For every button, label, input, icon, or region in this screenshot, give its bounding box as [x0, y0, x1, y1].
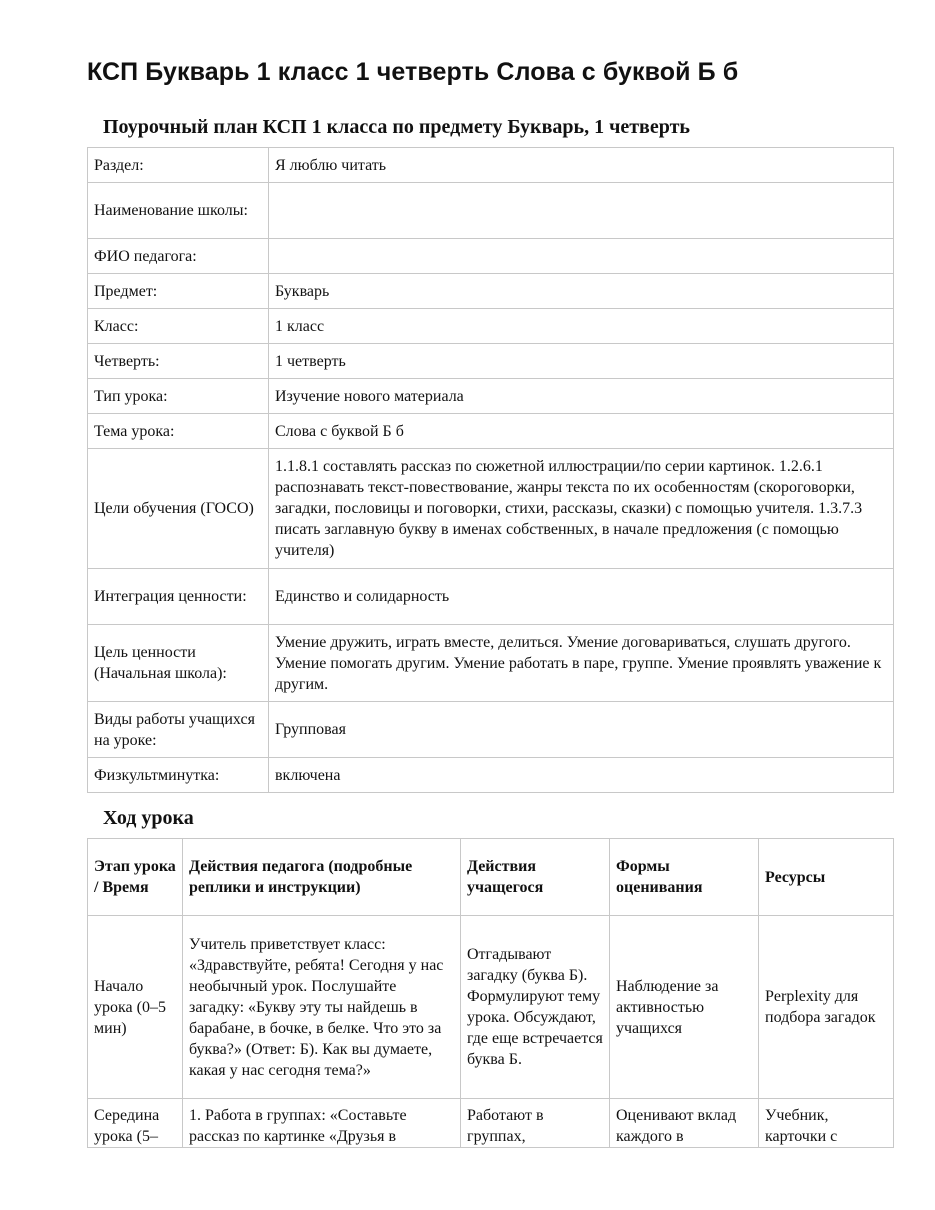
- info-row-lesson-type: [88, 379, 894, 414]
- cell-text: Оценивают вклад каждого в: [616, 1107, 737, 1145]
- info-value: [269, 183, 894, 239]
- table-row: [88, 1099, 894, 1148]
- info-row-work-types: [88, 702, 894, 758]
- lesson-info-table: [87, 147, 894, 793]
- info-label: Класс:: [88, 309, 269, 344]
- info-value: 1 четверть: [269, 344, 894, 379]
- info-label: Тема урока:: [88, 414, 269, 449]
- table-cell: [461, 1099, 610, 1148]
- table-row: [88, 916, 894, 1099]
- info-label: Виды работы учащихся на уроке:: [88, 702, 269, 758]
- info-row-exercise-break: [88, 758, 894, 793]
- info-row-learning-goals: [88, 449, 894, 569]
- info-label: Наименование школы:: [88, 183, 269, 239]
- info-label: ФИО педагога:: [88, 239, 269, 274]
- info-value: Слова с буквой Б б: [269, 414, 894, 449]
- info-row-value-integration: [88, 569, 894, 625]
- info-row-value-goal: [88, 625, 894, 702]
- table-cell: Perplexity для подбора загадок: [759, 916, 894, 1099]
- column-header-assessment: Формы оценивания: [610, 839, 759, 916]
- info-value: 1.1.8.1 составлять рассказ по сюжетной иллюстрации/по серии картинок. 1.2.6.1 распознавать текст-повествование, жанры текста по их особенностям (скороговорки, загадки, пословицы и поговорки, стихи, рассказы, сказки) с помощью учителя. 1.3.7.3 писать заглавную букву в именах собственных, в начале предложения (с помощью учителя): [269, 449, 894, 569]
- table-cell: Отгадывают загадку (буква Б). Формулируют тему урока. Обсуждают, где еще встречается буква Б.: [461, 916, 610, 1099]
- plan-heading: Поурочный план КСП 1 класса по предмету Букварь, 1 четверть: [103, 116, 690, 138]
- info-value: Единство и солидарность: [269, 569, 894, 625]
- column-header-stage: Этап урока / Время: [88, 839, 183, 916]
- info-value: [269, 239, 894, 274]
- table-cell: [759, 1099, 894, 1148]
- info-label: Физкультминутка:: [88, 758, 269, 793]
- column-header-teacher-actions: Действия педагога (подробные реплики и инструкции): [183, 839, 461, 916]
- course-heading: Ход урока: [103, 807, 194, 829]
- cell-text: 1. Работа в группах: «Составьте рассказ по картинке «Друзья в: [189, 1107, 407, 1145]
- info-row-grade: [88, 309, 894, 344]
- info-row-topic: [88, 414, 894, 449]
- document-title: КСП Букварь 1 класс 1 четверть Слова с буквой Б б: [87, 58, 739, 86]
- info-value: Букварь: [269, 274, 894, 309]
- info-label: Четверть:: [88, 344, 269, 379]
- table-cell: Наблюдение за активностью учащихся: [610, 916, 759, 1099]
- info-row-section: [88, 148, 894, 183]
- info-value: Изучение нового материала: [269, 379, 894, 414]
- info-label: Интеграция ценности:: [88, 569, 269, 625]
- info-label: Раздел:: [88, 148, 269, 183]
- info-row-subject: [88, 274, 894, 309]
- info-value: Групповая: [269, 702, 894, 758]
- cell-text: Учебник, карточки с: [765, 1107, 838, 1145]
- info-label: Цели обучения (ГОСО): [88, 449, 269, 569]
- info-label: Предмет:: [88, 274, 269, 309]
- lesson-course-table: [87, 838, 894, 1148]
- info-row-quarter: [88, 344, 894, 379]
- info-label: Цель ценности (Начальная школа):: [88, 625, 269, 702]
- info-value: Умение дружить, играть вместе, делиться. Умение договариваться, слушать другого. Умение помогать другим. Умение работать в паре, группе. Умение проявлять уважение к другим.: [269, 625, 894, 702]
- table-cell: [88, 1099, 183, 1148]
- table-cell: Начало урока (0–5 мин): [88, 916, 183, 1099]
- cell-text: Работают в группах,: [467, 1107, 544, 1145]
- info-label: Тип урока:: [88, 379, 269, 414]
- info-value: 1 класс: [269, 309, 894, 344]
- info-value: включена: [269, 758, 894, 793]
- cell-text: Середина урока (5–: [94, 1107, 160, 1145]
- info-row-school: [88, 183, 894, 239]
- table-cell: [610, 1099, 759, 1148]
- info-row-teacher: [88, 239, 894, 274]
- lesson-table-header: [88, 839, 894, 916]
- column-header-student-actions: Действия учащегося: [461, 839, 610, 916]
- column-header-resources: Ресурсы: [759, 839, 894, 916]
- table-cell: Учитель приветствует класс: «Здравствуйте, ребята! Сегодня у нас необычный урок. Послушайте загадку: «Букву эту ты найдешь в барабане, в бочке, в белке. Что это за буква?» (Ответ: Б). Как вы думаете, какая у нас сегодня тема?»: [183, 916, 461, 1099]
- table-cell: [183, 1099, 461, 1148]
- info-value: Я люблю читать: [269, 148, 894, 183]
